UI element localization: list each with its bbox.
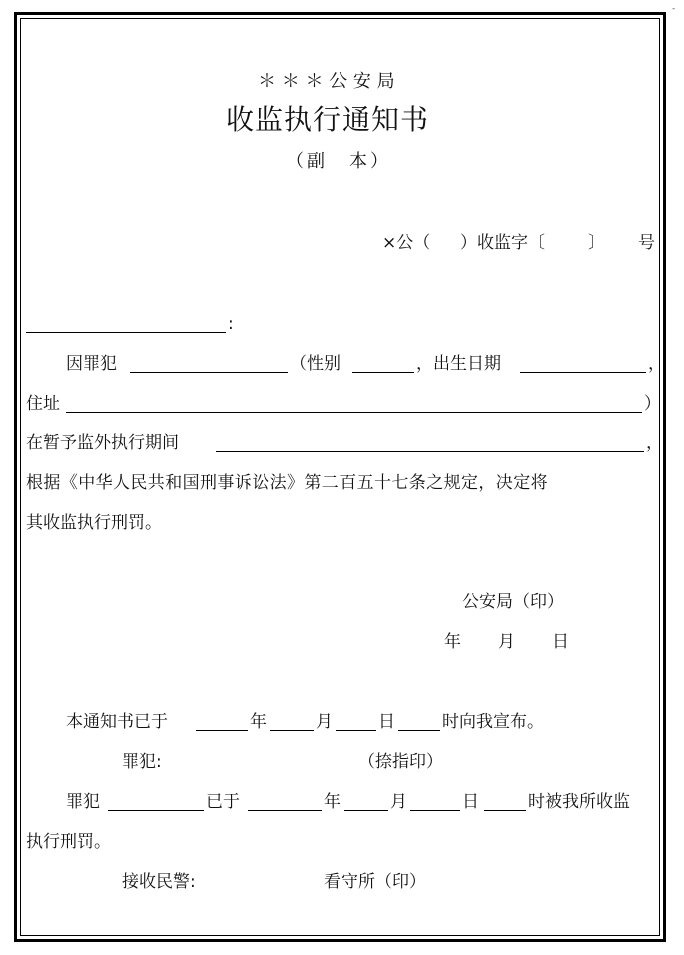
sign-month: 月: [498, 632, 515, 652]
announce-hour-blank[interactable]: [398, 730, 440, 731]
address-end: ）: [644, 394, 661, 414]
reception-year-blank[interactable]: [248, 810, 322, 811]
criminal-name-blank[interactable]: [130, 372, 288, 373]
document-title: 收监执行通知书: [226, 103, 430, 136]
period-blank[interactable]: [216, 451, 644, 452]
reception-month-blank[interactable]: [344, 810, 388, 811]
ref-mid: ）收监字〔: [460, 233, 545, 253]
sign-year: 年: [444, 632, 461, 652]
period-end: ，: [646, 433, 663, 453]
agency-name: ＊ ＊ ＊ 公 安 局: [258, 71, 395, 92]
announce-month-blank[interactable]: [270, 730, 314, 731]
ref-end: 〕: [588, 233, 605, 253]
last-line: 其收监执行刑罚。: [26, 513, 162, 533]
detention-seal: 看守所（印）: [324, 872, 426, 892]
dob-blank[interactable]: [520, 372, 646, 373]
reception-name-blank[interactable]: [108, 810, 204, 811]
announce-month: 月: [316, 712, 333, 732]
gender-blank[interactable]: [352, 372, 414, 373]
announce-prefix: 本通知书已于: [66, 712, 168, 732]
ref-prefix: ×公（: [382, 233, 431, 253]
announce-year: 年: [250, 712, 267, 732]
address-blank[interactable]: [66, 412, 642, 413]
address-label: 住址: [26, 394, 60, 414]
body-line1-prefix: 因罪犯: [66, 354, 117, 374]
reception-prefix: 罪犯: [66, 792, 100, 812]
period-label: 在暂予监外执行期间: [26, 433, 179, 453]
gender-label: （性别: [290, 354, 341, 374]
announce-day-blank[interactable]: [336, 730, 376, 731]
issuer-seal: 公安局（印）: [462, 592, 564, 612]
reception-hour-blank[interactable]: [484, 810, 526, 811]
ref-hao: 号: [638, 233, 655, 253]
addressee-colon: :: [228, 314, 234, 334]
reception-suffix: 时被我所收监: [528, 792, 630, 812]
announce-year-blank[interactable]: [196, 730, 248, 731]
announce-day: 日: [378, 712, 395, 732]
reception-continuation: 执行刑罚。: [26, 832, 111, 852]
reception-already: 已于: [206, 792, 240, 812]
sign-day: 日: [552, 632, 569, 652]
addressee-blank[interactable]: [26, 332, 226, 333]
reception-day-blank[interactable]: [410, 810, 460, 811]
reception-month: 月: [390, 792, 407, 812]
reception-year: 年: [324, 792, 341, 812]
copy-label: （副 本）: [286, 151, 391, 172]
fingerprint-label: （捺指印）: [358, 752, 443, 772]
officer-label: 接收民警:: [122, 872, 196, 892]
dob-label: ，出生日期: [416, 354, 501, 374]
reception-day: 日: [462, 792, 479, 812]
line1-end: ，: [648, 354, 665, 374]
corner-mark: -: [672, 4, 676, 14]
law-line: 根据《中华人民共和国刑事诉讼法》第二百五十七条之规定，决定将: [26, 473, 548, 493]
announce-suffix: 时向我宣布。: [442, 712, 544, 732]
criminal-signature-label: 罪犯:: [122, 752, 162, 772]
